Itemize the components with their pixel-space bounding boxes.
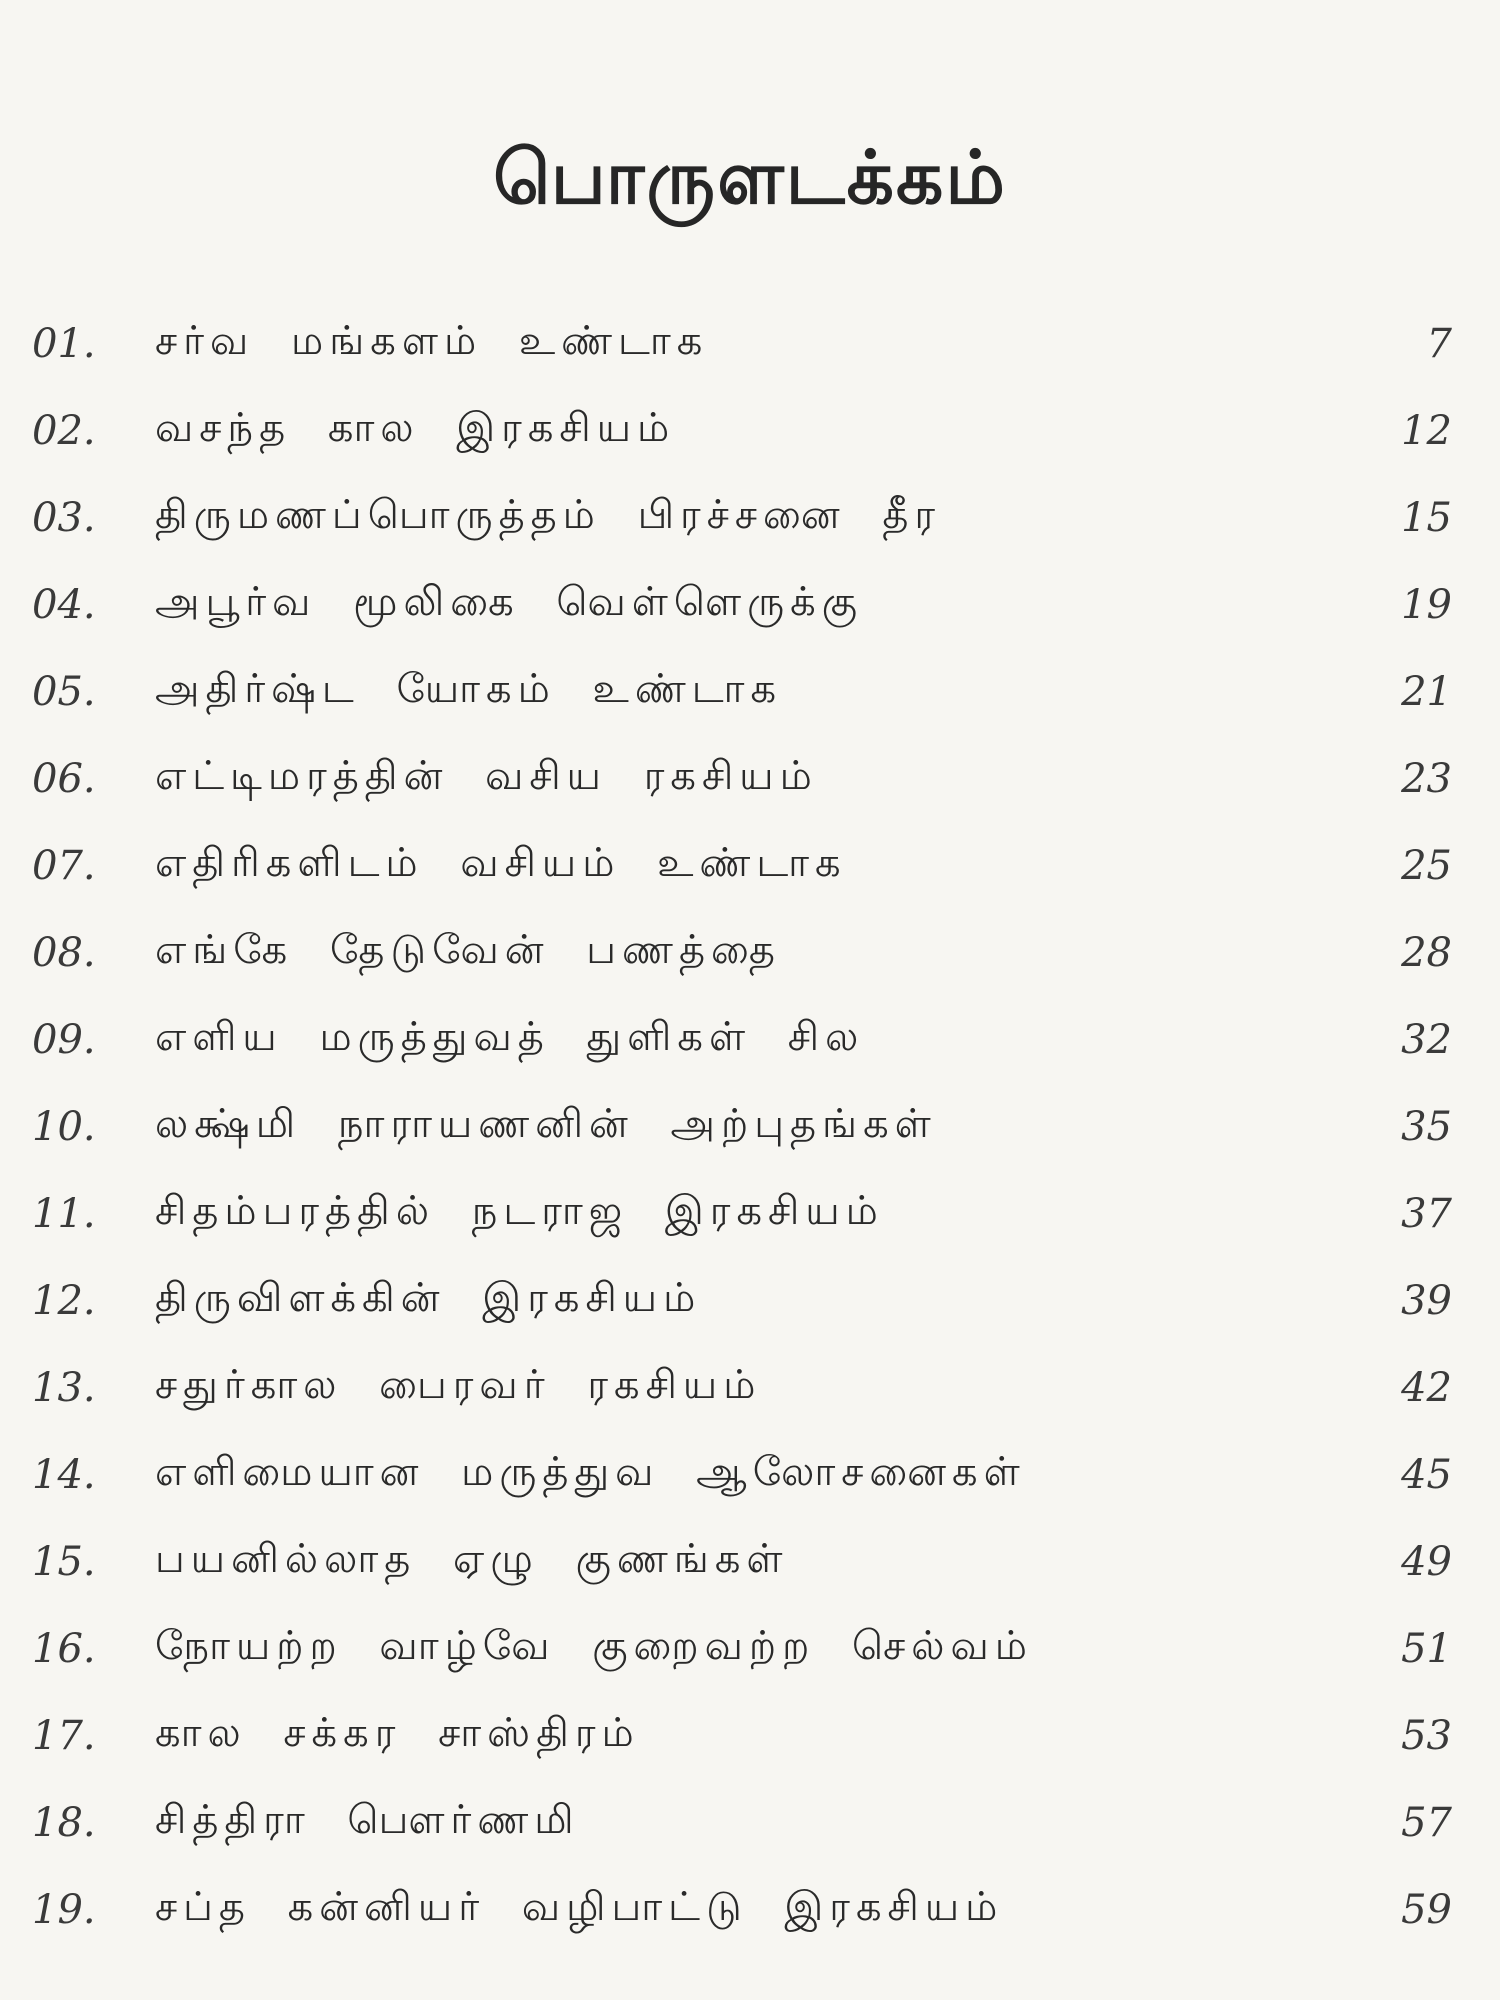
toc-row [0, 1083, 1500, 1170]
toc-number: 02. [32, 407, 96, 454]
toc-page-number: 59 [1401, 1886, 1452, 1933]
toc-page-number: 37 [1401, 1190, 1452, 1237]
toc-row [0, 1605, 1500, 1692]
toc-page-number: 32 [1401, 1016, 1452, 1063]
toc-title: அபூர்வ மூலிகை வெள்ளெருக்கு [155, 579, 864, 625]
toc-title: சர்வ மங்களம் உண்டாக [155, 318, 709, 364]
toc-row [0, 474, 1500, 561]
toc-number: 09. [32, 1016, 96, 1063]
toc-number: 16. [32, 1625, 96, 1672]
toc-row [0, 1779, 1500, 1866]
toc-page-number: 57 [1401, 1799, 1452, 1846]
toc-title: நோயற்ற வாழ்வே குறைவற்ற செல்வம் [155, 1623, 1033, 1669]
toc-title: எங்கே தேடுவேன் பணத்தை [155, 927, 781, 973]
toc-row [0, 300, 1500, 387]
toc-row [0, 387, 1500, 474]
toc-page-number: 15 [1401, 494, 1452, 541]
toc-number: 10. [32, 1103, 96, 1150]
toc-page-number: 7 [1426, 320, 1452, 367]
toc-number: 15. [32, 1538, 96, 1585]
toc-number: 04. [32, 581, 96, 628]
toc-number: 03. [32, 494, 96, 541]
toc-row [0, 1431, 1500, 1518]
toc-page-number: 23 [1401, 755, 1452, 802]
toc-title: கால சக்கர சாஸ்திரம் [155, 1710, 640, 1756]
toc-page-number: 39 [1401, 1277, 1452, 1324]
toc-row [0, 1170, 1500, 1257]
toc-number: 12. [32, 1277, 96, 1324]
toc-title: அதிர்ஷ்ட யோகம் உண்டாக [155, 666, 783, 712]
toc-number: 01. [32, 320, 96, 367]
toc-title: சதுர்கால பைரவர் ரகசியம் [155, 1362, 762, 1408]
toc-title: திருமணப்பொருத்தம் பிரச்சனை தீர [155, 492, 942, 538]
toc-page-number: 12 [1401, 407, 1452, 454]
toc-number: 18. [32, 1799, 96, 1846]
table-of-contents [0, 300, 1500, 1953]
toc-row [0, 1518, 1500, 1605]
toc-title: எளிய மருத்துவத் துளிகள் சில [155, 1014, 865, 1060]
toc-number: 11. [32, 1190, 96, 1237]
toc-title: எதிரிகளிடம் வசியம் உண்டாக [155, 840, 847, 886]
toc-title: திருவிளக்கின் இரகசியம் [155, 1275, 702, 1321]
toc-row [0, 735, 1500, 822]
toc-page-number: 21 [1401, 668, 1452, 715]
toc-page-number: 45 [1401, 1451, 1452, 1498]
toc-title: பயனில்லாத ஏழு குணங்கள் [155, 1536, 789, 1582]
toc-page-number: 49 [1401, 1538, 1452, 1585]
toc-row [0, 1257, 1500, 1344]
toc-row [0, 822, 1500, 909]
toc-title: சிதம்பரத்தில் நடராஜ இரகசியம் [155, 1188, 884, 1234]
toc-number: 13. [32, 1364, 96, 1411]
toc-number: 08. [32, 929, 96, 976]
toc-row [0, 996, 1500, 1083]
toc-title: சப்த கன்னியர் வழிபாட்டு இரகசியம் [155, 1884, 1004, 1930]
toc-title: வசந்த கால இரகசியம் [155, 405, 676, 451]
toc-row [0, 1692, 1500, 1779]
toc-row [0, 648, 1500, 735]
toc-number: 07. [32, 842, 96, 889]
toc-page-number: 42 [1401, 1364, 1452, 1411]
toc-title: லக்ஷ்மி நாராயணனின் அற்புதங்கள் [155, 1101, 937, 1147]
toc-page-number: 51 [1401, 1625, 1452, 1672]
toc-number: 14. [32, 1451, 96, 1498]
toc-row [0, 1866, 1500, 1953]
toc-title: எளிமையான மருத்துவ ஆலோசனைகள் [155, 1449, 1026, 1495]
toc-page-number: 53 [1401, 1712, 1452, 1759]
toc-number: 19. [32, 1886, 96, 1933]
toc-row [0, 561, 1500, 648]
toc-page-number: 28 [1401, 929, 1452, 976]
toc-page-number: 25 [1401, 842, 1452, 889]
page-title: பொருளடக்கம் [493, 134, 1007, 221]
toc-number: 17. [32, 1712, 96, 1759]
toc-page-number: 35 [1401, 1103, 1452, 1150]
toc-title: எட்டிமரத்தின் வசிய ரகசியம் [155, 753, 818, 799]
toc-number: 06. [32, 755, 96, 802]
toc-row [0, 1344, 1500, 1431]
toc-title: சித்திரா பௌர்ணமி [155, 1797, 580, 1843]
toc-page-number: 19 [1401, 581, 1452, 628]
toc-number: 05. [32, 668, 96, 715]
toc-row [0, 909, 1500, 996]
